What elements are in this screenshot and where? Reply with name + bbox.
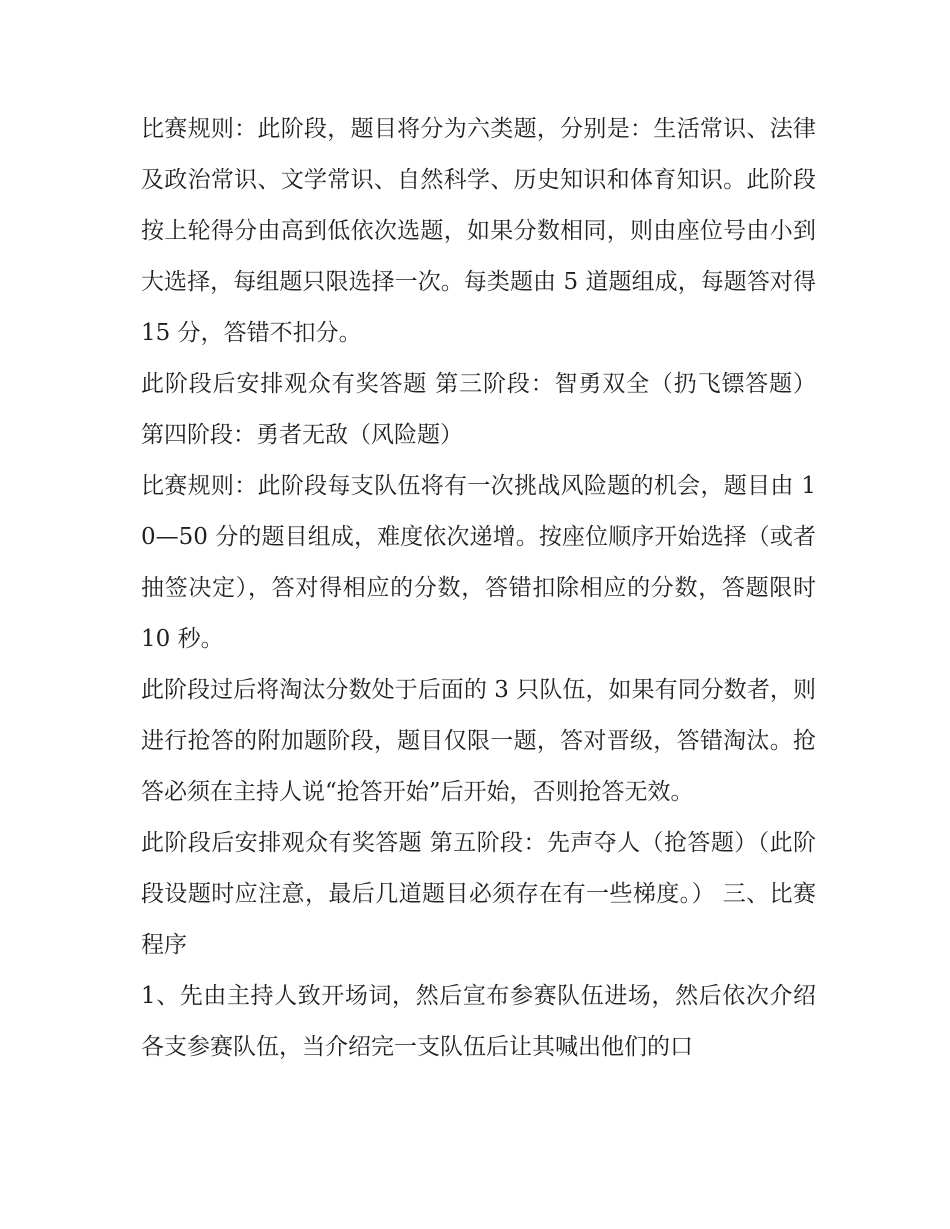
paragraph-stage-three-four: 此阶段后安排观众有奖答题 第三阶段：智勇双全（扔飞镖答题） 第四阶段：勇者无敌（风险题） xyxy=(141,371,816,448)
document-body xyxy=(141,104,816,1073)
paragraph-rules-stage-two: 比赛规则：此阶段，题目将分为六类题，分别是：生活常识、法律及政治常识、文学常识、自然科学、历史知识和体育知识。此阶段按上轮得分由高到低依次选题，如果分数相同，则由座位号由小到大选择，每组题只限选择一次。每类题由 5 道题组成，每题答对得 15 分，答错不扣分。 xyxy=(141,116,816,346)
paragraph-rules-stage-four: 比赛规则：此阶段每支队伍将有一次挑战风险题的机会，题目由 10—50 分的题目组成，难度依次递增。按座位顺序开始选择（或者抽签决定），答对得相应的分数，答错扣除相应的分数，答题限时 10 秒。 xyxy=(141,473,816,652)
paragraph-stage-five: 此阶段后安排观众有奖答题 第五阶段：先声夺人（抢答题）（此阶段设题时应注意，最后几道题目必须存在有一些梯度。） 三、比赛程序 xyxy=(141,830,816,958)
paragraph-procedure-step-one: 1、先由主持人致开场词，然后宣布参赛队伍进场，然后依次介绍各支参赛队伍，当介绍完一支队伍后让其喊出他们的口 xyxy=(141,983,816,1060)
paragraph-elimination: 此阶段过后将淘汰分数处于后面的 3 只队伍，如果有同分数者，则进行抢答的附加题阶段，题目仅限一题，答对晋级，答错淘汰。抢答必须在主持人说“抢答开始”后开始，否则抢答无效。 xyxy=(141,677,816,805)
